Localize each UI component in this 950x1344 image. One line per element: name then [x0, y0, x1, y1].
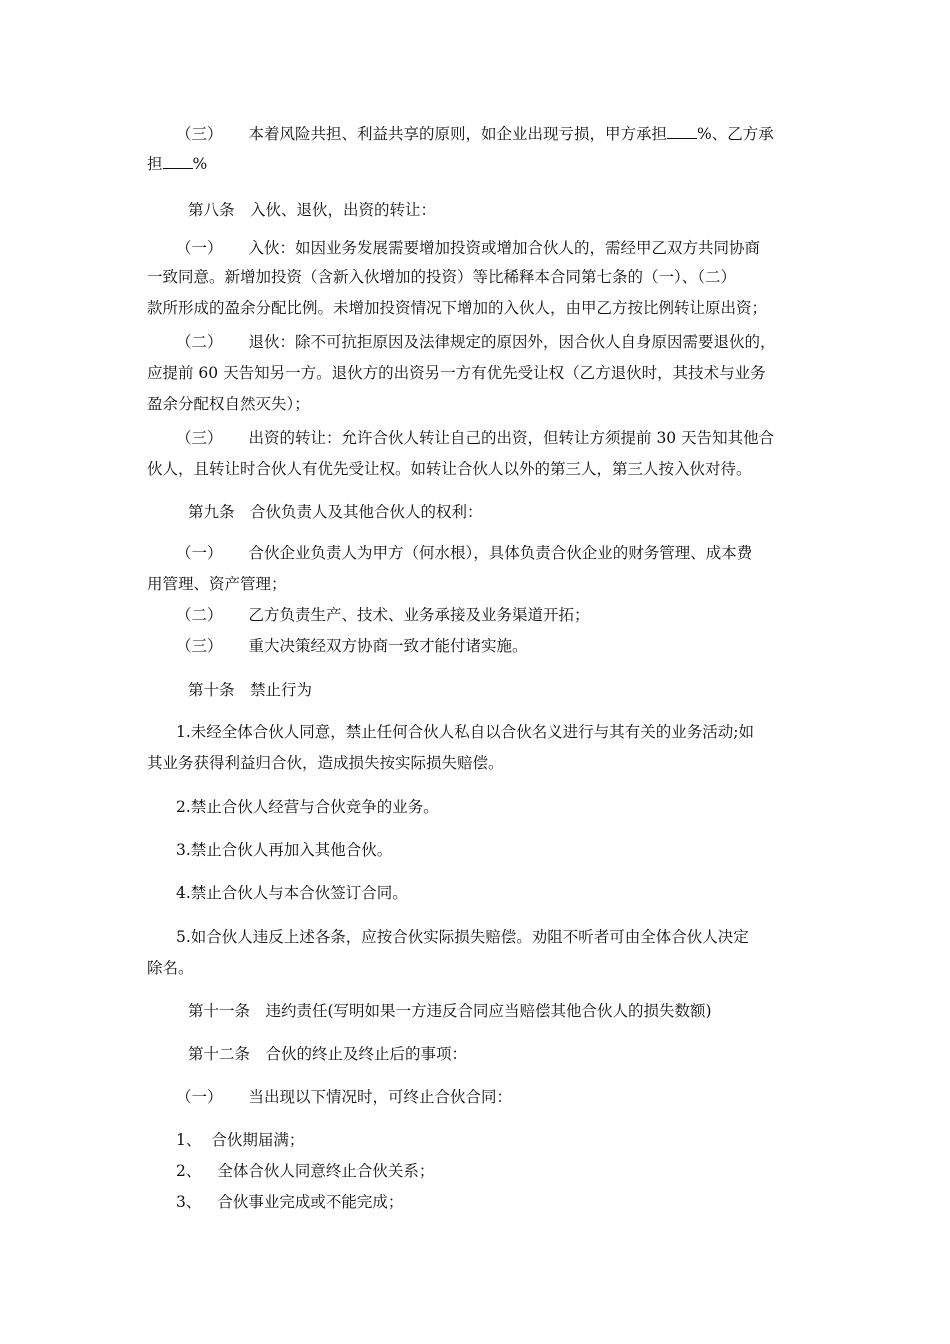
termination-item: [176, 1190, 403, 1214]
article-9-item1-line1: [176, 541, 752, 565]
article-8-item2-line2: 应提前 60 天告知另一方。退伙方的出资另一方有优先受让权（乙方退伙时，其技术与业务: [147, 364, 766, 382]
article-9-item2: [176, 603, 590, 627]
article-9-title: 第九条 合伙负责人及其他合伙人的权利：: [188, 503, 483, 521]
article-11-title: 第十一条 违约责任(写明如果一方违反合同应当赔偿其他合伙人的损失数额): [188, 1002, 712, 1020]
clause-number: （三）: [176, 125, 223, 143]
clause-text: 入伙：如因业务发展需要增加投资或增加合伙人的，需经甲乙双方共同协商: [248, 239, 761, 257]
clause-number: （三）: [176, 637, 223, 655]
clause-text: 合伙企业负责人为甲方（何水根），具体负责合伙企业的财务管理、成本费: [248, 544, 753, 562]
article-10-item2: 2.禁止合伙人经营与合伙竞争的业务。: [176, 798, 439, 816]
clause-number: （三）: [176, 429, 223, 447]
clause-text: 出资的转让：允许合伙人转让自己的出资，但转让方须提前 30 天告知其他合: [248, 429, 775, 447]
article-8-item3-line1: [176, 426, 774, 450]
article-12-item1: [176, 1085, 512, 1109]
article-8-item1-line1: [176, 236, 760, 260]
clause-text: 退伙：除不可抗拒原因及法律规定的原因外，因合伙人自身原因需要退伙的，: [248, 333, 776, 351]
article-8-title: 第八条 入伙、退伙，出资的转让：: [188, 201, 437, 219]
clause-number: （二）: [176, 606, 223, 624]
blank-field: [163, 154, 193, 169]
list-number: 2、: [176, 1162, 202, 1180]
clause-number: （一）: [176, 1088, 223, 1106]
article-8-item3-line2: 伙人，且转让时合伙人有优先受让权。如转让合伙人以外的第三人，第三人按入伙对待。: [147, 460, 752, 478]
article-10-item5-line1: 5.如合伙人违反上述各条，应按合伙实际损失赔偿。劝阻不听者可由全体合伙人决定: [176, 928, 749, 946]
clause-text: 当出现以下情况时，可终止合伙合同：: [248, 1088, 513, 1106]
list-number: 3、: [176, 1193, 202, 1211]
clause-3-line1: [176, 122, 774, 146]
clause-number: （一）: [176, 239, 223, 257]
article-8-item1-line3: 款所形成的盈余分配比例。未增加投资情况下增加的入伙人，由甲乙方按比例转让原出资；: [147, 299, 768, 317]
article-9-item3: [176, 634, 528, 658]
article-10-item1-line2: 其业务获得利益归合伙，造成损失按实际损失赔偿。: [147, 754, 504, 772]
article-10-item5-line2: 除名。: [147, 959, 194, 977]
article-8-item2-line1: [176, 330, 776, 354]
article-10-item1-line1: 1.未经全体合伙人同意，禁止任何合伙人私自以合伙名义进行与其有关的业务活动;如: [176, 723, 755, 741]
clause-text: 本着风险共担、利益共享的原则，如企业出现亏损，甲方承担: [248, 125, 668, 143]
article-9-item1-line2: 用管理、资产管理；: [147, 575, 287, 593]
clause-text: 担: [147, 155, 163, 173]
clause-number: （二）: [176, 333, 223, 351]
list-text: 合伙期届满；: [211, 1131, 305, 1149]
termination-item: [176, 1128, 304, 1152]
termination-item: [176, 1159, 434, 1183]
clause-text: 乙方负责生产、技术、业务承接及业务渠道开拓；: [248, 606, 590, 624]
article-12-title: 第十二条 合伙的终止及终止后的事项：: [188, 1045, 468, 1063]
article-10-item4: 4.禁止合伙人与本合伙签订合同。: [176, 884, 408, 902]
article-8-item2-line3: 盈余分配权自然灭失）；: [147, 395, 310, 413]
clause-3-line2: [147, 152, 207, 176]
clause-text: %: [192, 155, 208, 173]
list-text: 合伙事业完成或不能完成；: [217, 1193, 404, 1211]
list-text: 全体合伙人同意终止合伙关系；: [217, 1162, 435, 1180]
clause-text: %、乙方承: [697, 125, 774, 143]
article-8-item1-line2: 一致同意。新增加投资（含新入伙增加的投资）等比稀释本合同第七条的（一）、（二）: [147, 268, 737, 286]
clause-text: 重大决策经双方协商一致才能付诸实施。: [248, 637, 528, 655]
article-10-item3: 3.禁止合伙人再加入其他合伙。: [176, 841, 393, 859]
article-10-title: 第十条 禁止行为: [188, 681, 313, 699]
list-number: 1、: [176, 1131, 202, 1149]
clause-number: （一）: [176, 544, 223, 562]
blank-field: [667, 124, 697, 139]
